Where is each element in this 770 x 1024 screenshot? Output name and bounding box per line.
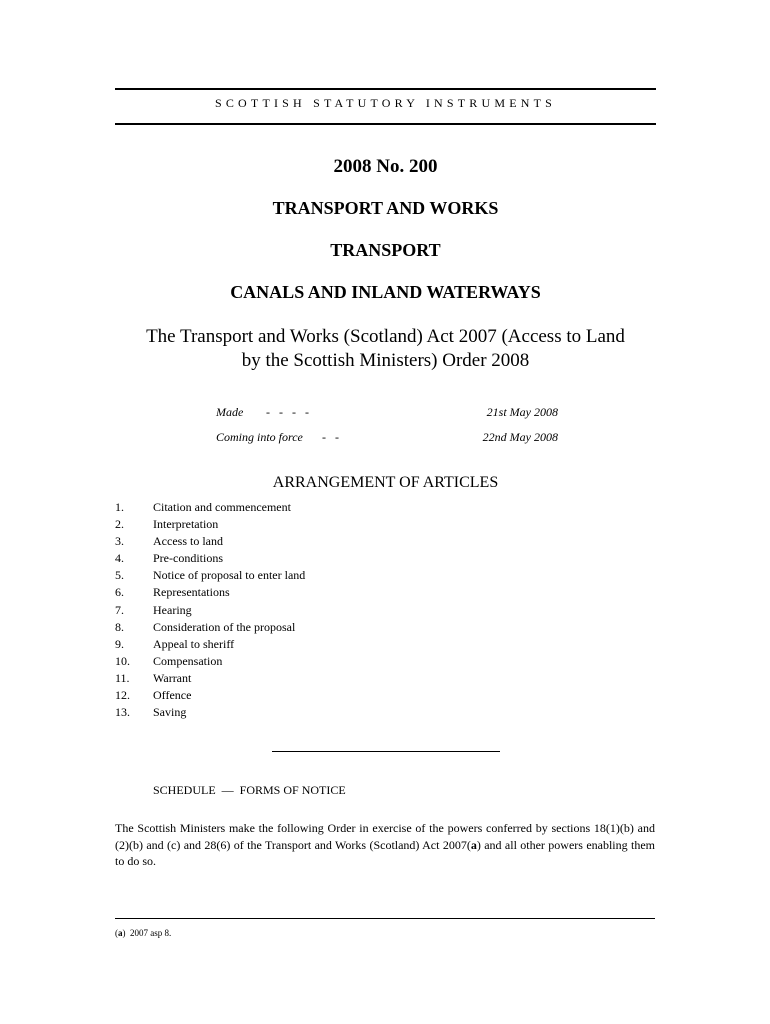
series-heading: SCOTTISH STATUTORY INSTRUMENTS	[214, 96, 557, 110]
arrangement-item-number: 12.	[115, 688, 130, 703]
arrangement-item-number: 1.	[115, 500, 124, 514]
force-date: 22nd May 2008	[482, 430, 558, 444]
order-title-line-2: by the Scottish Ministers) Order 2008	[241, 350, 530, 371]
arrangement-item-number: 6.	[115, 585, 124, 600]
arrangement-item-title[interactable]: Appeal to sheriff	[153, 636, 235, 651]
arrangement-item-title[interactable]: Interpretation	[153, 517, 219, 532]
arrangement-item-title[interactable]: Citation and commencement	[153, 500, 291, 514]
footnote-text: 2007 asp 8.	[130, 928, 172, 938]
section-divider	[272, 751, 500, 752]
made-date: 21st May 2008	[486, 405, 558, 419]
arrangement-item-title[interactable]: Compensation	[153, 653, 223, 668]
arrangement-item	[115, 602, 655, 619]
arrangement-item-number: 5.	[115, 568, 124, 583]
preamble-text-before: The Scottish Ministers make the following Order in exercise of the powers conferred by sections 18(1)(b) and (2)(b) and (c) and 28(6) of the Transport and Works (Scotland) Act 2007(	[115, 821, 655, 852]
schedule-heading: SCHEDULE — FORMS OF NOTICE	[153, 783, 346, 797]
header-top-rule	[115, 88, 656, 90]
preamble-text-after: ) and all other powers enabling them to do so.	[115, 837, 656, 868]
arrangement-item-number: 13.	[115, 705, 130, 720]
arrangement-item	[115, 704, 655, 721]
arrangement-item-title[interactable]: Pre-conditions	[153, 551, 223, 566]
order-title	[115, 325, 656, 373]
footnote: (a) 2007 asp 8.	[115, 928, 172, 938]
arrangement-item	[115, 670, 655, 687]
arrangement-item	[115, 499, 655, 516]
arrangement-item-title[interactable]: Notice of proposal to enter land	[153, 568, 306, 583]
arrangement-item-number: 7.	[115, 602, 124, 617]
arrangement-item-title[interactable]: Warrant	[153, 670, 192, 685]
footnote-ref-link[interactable]: a	[470, 837, 477, 852]
subject-heading-3: CANALS AND INLAND WATERWAYS	[230, 282, 541, 302]
force-dashes: - -	[322, 430, 339, 444]
arrangement-item-number: 8.	[115, 619, 124, 634]
arrangement-item-title[interactable]: Hearing	[153, 602, 192, 617]
arrangement-item-title[interactable]: Access to land	[153, 534, 223, 549]
footnote-rule	[115, 918, 655, 919]
footnote-ref: a	[118, 928, 123, 938]
arrangement-item	[115, 687, 655, 704]
arrangement-item	[115, 550, 655, 567]
arrangement-item	[115, 533, 655, 550]
arrangement-item	[115, 567, 655, 584]
arrangement-item-title[interactable]: Representations	[153, 585, 230, 600]
arrangement-item	[115, 636, 655, 653]
arrangement-item	[115, 653, 655, 670]
made-label: Made	[216, 405, 244, 419]
arrangement-item	[115, 584, 655, 601]
arrangement-item-number: 2.	[115, 517, 124, 532]
arrangement-item-number: 11.	[115, 670, 130, 685]
arrangement-item-title[interactable]: Saving	[153, 705, 187, 720]
header-bottom-rule	[115, 123, 656, 125]
arrangement-item-number: 10.	[115, 653, 130, 668]
instrument-number: 2008 No. 200	[333, 156, 438, 177]
arrangement-item-number: 4.	[115, 551, 124, 566]
arrangement-item	[115, 516, 655, 533]
arrangement-heading: ARRANGEMENT OF ARTICLES	[272, 474, 499, 491]
force-label: Coming into force	[216, 430, 303, 444]
order-title-line-1: The Transport and Works (Scotland) Act 2007 (Access to Land	[146, 326, 625, 347]
subject-heading-2: TRANSPORT	[330, 240, 441, 260]
arrangement-list	[115, 499, 655, 721]
arrangement-item-title[interactable]: Offence	[153, 688, 192, 703]
arrangement-item-number: 9.	[115, 636, 124, 651]
made-dashes: - - - -	[266, 405, 309, 419]
preamble-paragraph	[115, 820, 655, 870]
arrangement-item-number: 3.	[115, 534, 124, 549]
arrangement-item-title[interactable]: Consideration of the proposal	[153, 619, 296, 634]
arrangement-item	[115, 619, 655, 636]
subject-heading-1: TRANSPORT AND WORKS	[272, 198, 499, 218]
